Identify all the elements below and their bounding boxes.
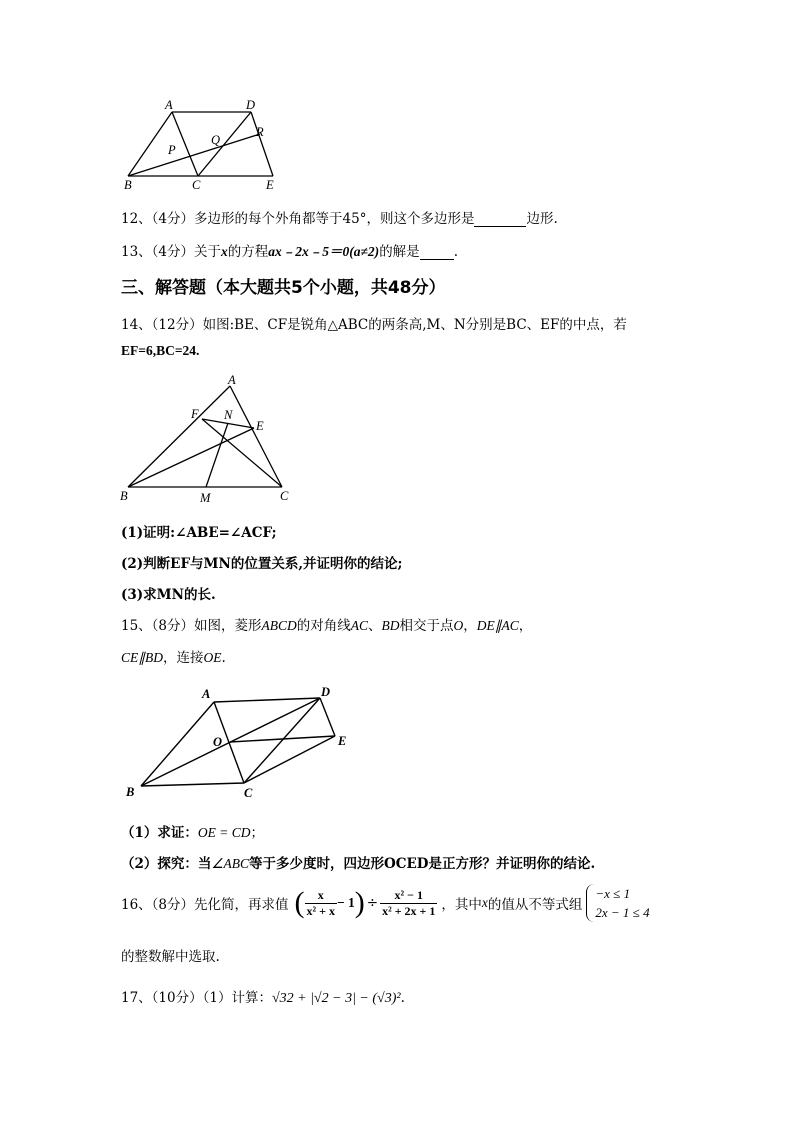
label-b: B xyxy=(120,489,128,503)
question-13: 13、（4分）关于x的方程ax﹣2x﹣5＝0(a≠2)的解是 . xyxy=(121,244,458,260)
question-12: 12、（4分）多边形的每个外角都等于45°，则这个多边形是 边形. xyxy=(121,211,558,227)
label-c: C xyxy=(244,786,253,800)
answer-blank-13[interactable] xyxy=(420,245,454,260)
question-17: 17、（10分）（1）计算：√32 + |√2 − 3| − (√3)². xyxy=(121,990,405,1006)
question-14-part-2: (2)判断EF与MN的位置关系,并证明你的结论; xyxy=(121,556,403,572)
label-p: P xyxy=(168,143,176,157)
question-14-line-2: EF=6,BC=24. xyxy=(121,343,200,358)
label-d: D xyxy=(246,98,256,112)
label-a: A xyxy=(165,98,173,112)
label-f: F xyxy=(191,407,199,421)
question-16-line-1: 16、（8分）先化简，再求值 ( $\frac{x}{\text{x² + x}}$ − 1 ) ÷ $\frac{\text{x² − 1}}{\text{x² + 2x + 1}}$ ，其中 x 的值从不等式组 −x ≤ 1 2x − 1 ≤ 4 xyxy=(121,886,650,920)
label-b: B xyxy=(124,178,132,192)
inequality-system: −x ≤ 1 2x − 1 ≤ 4 xyxy=(586,884,649,922)
label-e: E xyxy=(338,734,347,748)
label-b: B xyxy=(126,785,135,799)
question-15-part-2: （2）探究：当∠ABC等于多少度时，四边形OCED是正方形？并证明你的结论. xyxy=(121,856,596,872)
figure-3-rhombus xyxy=(120,680,360,802)
question-14-part-1: (1)证明:∠ABE=∠ACF; xyxy=(121,525,277,541)
label-a: A xyxy=(202,687,211,701)
question-14-line-1: 14、（12分）如图:BE、CF是锐角△ABC的两条高,M、N分别是BC、EF的中点，若 xyxy=(121,317,627,333)
label-r: R xyxy=(256,125,264,139)
section-3-heading: 三、解答题（本大题共5个小题，共48分） xyxy=(121,278,446,298)
question-15-line-1: 15、（8分）如图，菱形ABCD的对角线AC、BD相交于点O，DE∥AC， xyxy=(121,618,533,634)
label-q: Q xyxy=(211,133,221,147)
answer-blank-12[interactable] xyxy=(474,212,526,227)
label-a: A xyxy=(228,373,236,387)
label-n: N xyxy=(224,408,233,422)
label-c: C xyxy=(280,489,289,503)
label-o: O xyxy=(213,735,223,749)
fraction-2: $\frac{\text{x² − 1}}{\text{x² + 2x + 1}}$ xyxy=(382,887,436,918)
question-15-part-1: （1）求证：OE = CD； xyxy=(121,825,265,841)
label-m: M xyxy=(200,491,211,505)
label-e: E xyxy=(266,178,274,192)
label-d: D xyxy=(321,685,331,699)
question-15-line-2: CE∥BD，连接OE. xyxy=(121,650,226,666)
figure-1-trapezoid xyxy=(120,96,290,196)
label-c: C xyxy=(192,178,201,192)
question-14-part-3: (3)求MN的长. xyxy=(121,587,216,603)
label-e: E xyxy=(256,419,264,433)
fraction-1: $\frac{x}{\text{x² + x}}$ xyxy=(306,887,335,918)
question-16-line-2: 的整数解中选取. xyxy=(121,949,220,965)
figure-2-triangle xyxy=(116,372,296,508)
